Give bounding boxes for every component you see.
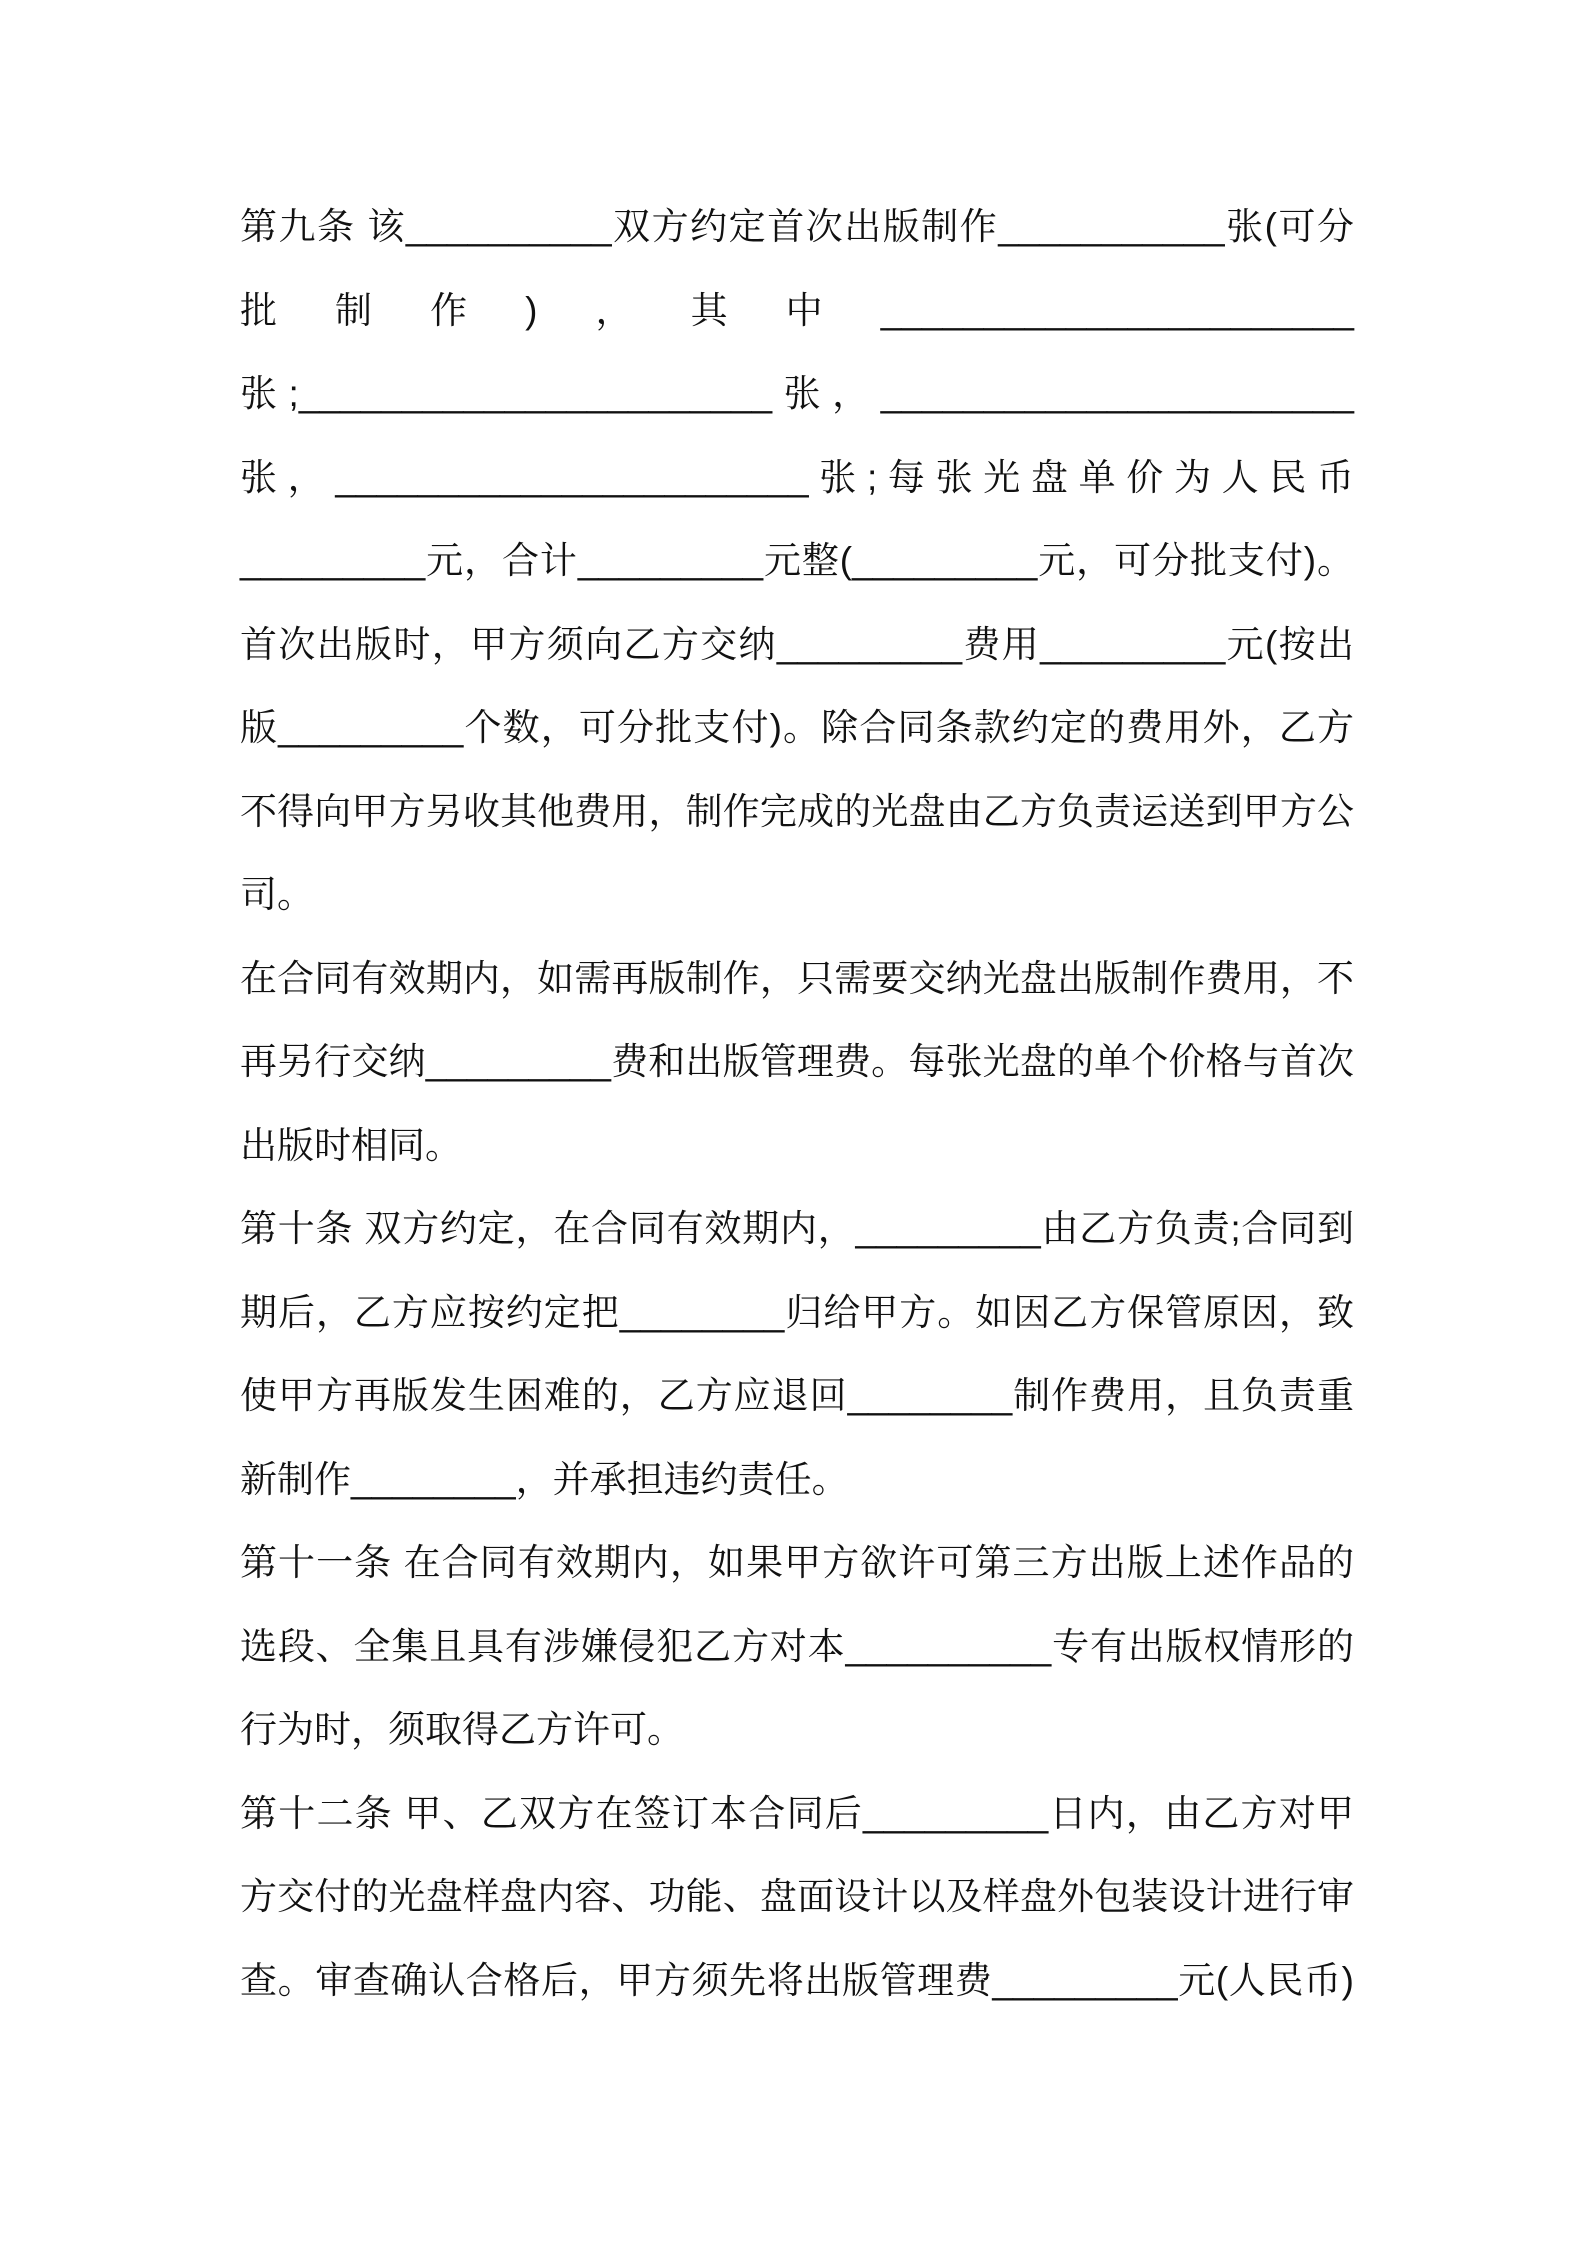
text-line: 不得向甲方另收其他费用，制作完成的光盘由乙方负责运送到甲方公	[240, 790, 1354, 832]
text-line: 张;_______________________张，_______________________	[240, 373, 1354, 414]
text-line: 再另行交纳_________费和出版管理费。每张光盘的单个价格与首次	[240, 1041, 1354, 1082]
text-line: 批制作)，其中_______________________	[240, 289, 1354, 331]
text-line: 选段、全集且具有涉嫌侵犯乙方对本__________专有出版权情形的	[240, 1625, 1354, 1667]
reprint-paragraph	[240, 937, 1354, 1188]
clause-11-paragraph	[240, 1521, 1354, 1772]
text-line: 查。审查确认合格后，甲方须先将出版管理费_________元(人民币)	[240, 1959, 1354, 2001]
text-line: 出版时相同。	[240, 1124, 462, 1166]
text-line: 新制作________，并承担违约责任。	[240, 1458, 849, 1500]
text-line: 张，_______________________张;每张光盘单价为人民币	[240, 456, 1354, 498]
text-line: 行为时，须取得乙方许可。	[240, 1709, 684, 1750]
text-line: 在合同有效期内，如需再版制作，只需要交纳光盘出版制作费用，不	[240, 957, 1354, 999]
text-line: 使甲方再版发生困难的，乙方应退回________制作费用，且负责重	[240, 1375, 1354, 1416]
text-line: 方交付的光盘样盘内容、功能、盘面设计以及样盘外包装设计进行审	[240, 1876, 1354, 1917]
text-line: 版_________个数，可分批支付)。除合同条款约定的费用外，乙方	[240, 707, 1354, 748]
text-line: 第十二条 甲、乙双方在签订本合同后_________日内，由乙方对甲	[240, 1792, 1354, 1834]
text-line: 第十条 双方约定，在合同有效期内，_________由乙方负责;合同到	[240, 1208, 1354, 1249]
text-line: 首次出版时，甲方须向乙方交纳_________费用_________元(按出	[240, 623, 1354, 665]
text-line: 第十一条 在合同有效期内，如果甲方欲许可第三方出版上述作品的	[240, 1542, 1354, 1583]
text-line: 司。	[240, 874, 314, 915]
text-line: _________元，合计_________元整(_________元，可分批支付)。	[240, 540, 1354, 581]
clause-12-paragraph	[240, 1772, 1354, 2023]
clause-9-paragraph	[240, 185, 1354, 937]
clause-10-paragraph	[240, 1187, 1354, 1521]
text-line: 第九条 该__________双方约定首次出版制作___________张(可分	[240, 206, 1354, 247]
text-line: 期后，乙方应按约定把________归给甲方。如因乙方保管原因，致	[240, 1291, 1354, 1333]
